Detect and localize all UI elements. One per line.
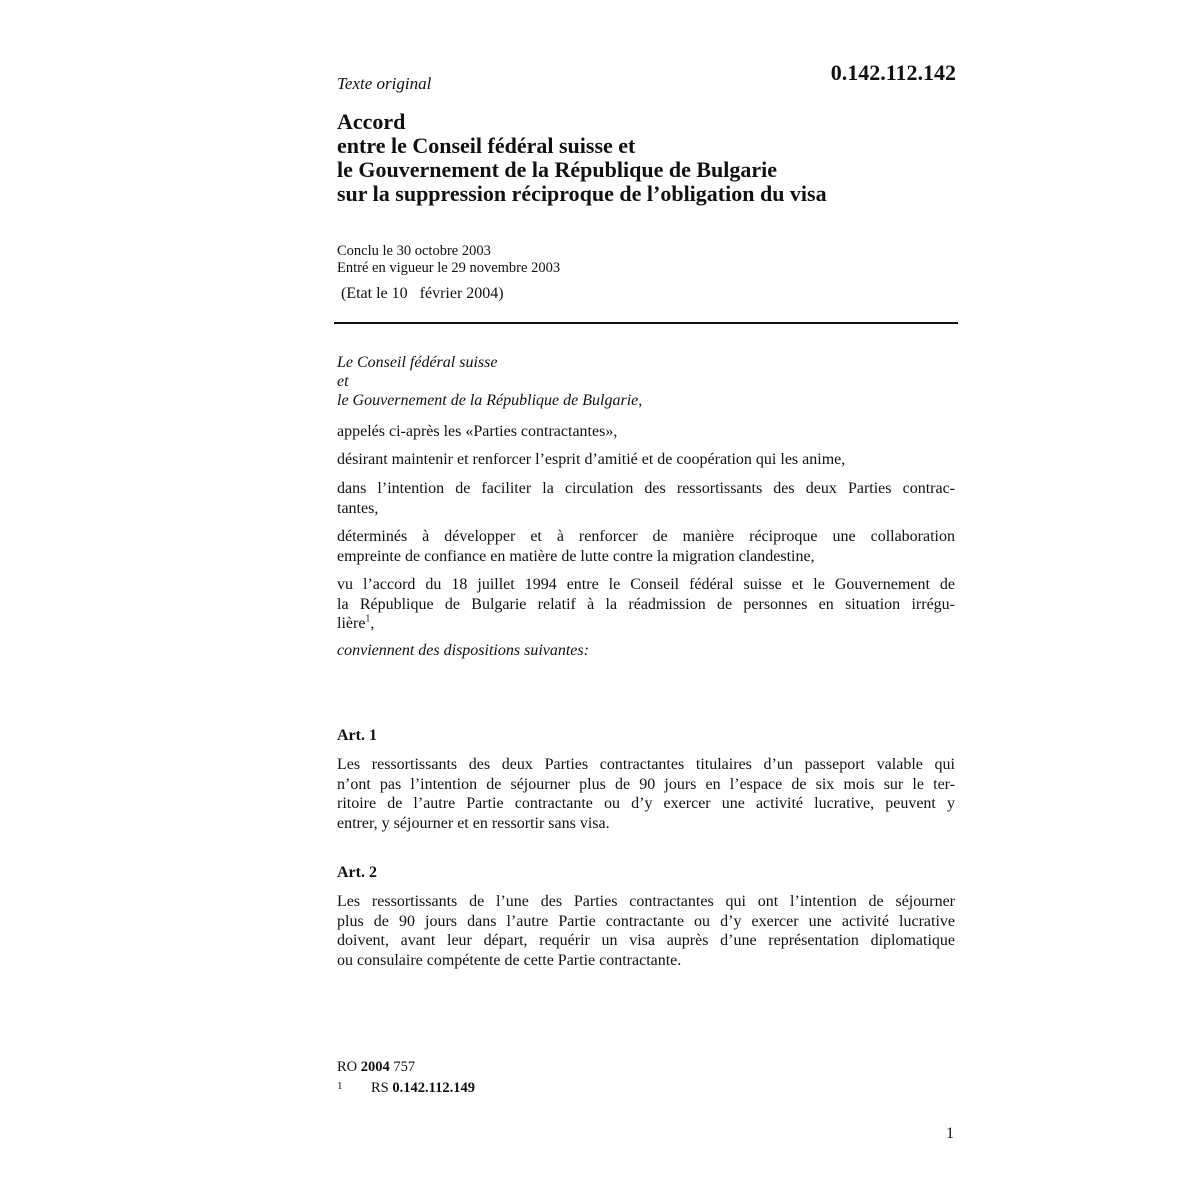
original-text-label: Texte original: [337, 74, 432, 93]
paragraph-line: conviennent des dispositions suivantes:: [337, 642, 589, 659]
status-date: (Etat le 10 février 2004): [341, 285, 504, 302]
preamble-closing: [337, 641, 955, 661]
preamble-parties: [337, 353, 642, 410]
paragraph-line: plus de 90 jours dans l’autre Partie contractante ou d’y exercer une activité lucrative: [337, 912, 955, 930]
footnote-reference[interactable]: 1: [365, 613, 371, 625]
title-line: sur la suppression réciproque de l’obligation du visa: [337, 181, 827, 206]
ro-citation: [337, 1058, 415, 1076]
page-number: 1: [946, 1125, 954, 1142]
article-1-heading: Art. 1: [337, 727, 377, 744]
in-force-date: Entré en vigueur le 29 novembre 2003: [337, 260, 561, 276]
footnote-1: [337, 1079, 475, 1097]
paragraph-line: Les ressortissants de l’une des Parties contractantes qui ont l’intention de séjourner: [337, 893, 955, 910]
footnote-prefix: RS: [371, 1080, 389, 1096]
paragraph-line: déterminés à développer et à renforcer de manière réciproque une collaboration: [337, 528, 955, 545]
paragraph-line: appelés ci-après les «Parties contractantes»,: [337, 423, 618, 440]
ro-prefix: RO: [337, 1059, 358, 1075]
preamble-paragraph: [337, 575, 955, 634]
paragraph-line: tantes,: [337, 499, 379, 517]
footnote-mark: 1: [337, 1080, 343, 1092]
preamble-paragraph: [337, 479, 955, 518]
paragraph-line: dans l’intention de faciliter la circulation des ressortissants des deux Parties contrac-: [337, 480, 955, 497]
preamble-paragraph: [337, 450, 955, 470]
paragraph-line: doivent, avant leur départ, requérir un visa auprès d’une représentation diplomatique: [337, 932, 955, 949]
preamble-paragraph: [337, 527, 955, 566]
ro-year: 2004: [360, 1059, 390, 1075]
party-swiss: Le Conseil fédéral suisse: [337, 354, 498, 371]
article-2-body: [337, 892, 955, 970]
header-divider: [334, 322, 958, 324]
preamble-paragraph: [337, 422, 955, 442]
paragraph-text: ,: [370, 615, 375, 632]
title-line: le Gouvernement de la République de Bulgarie: [337, 157, 777, 182]
document-title: [337, 110, 827, 206]
paragraph-line: [337, 614, 955, 634]
footnote-link[interactable]: 0.142.112.149: [392, 1080, 475, 1096]
paragraph-line: empreinte de confiance en matière de lutte contre la migration clandestine,: [337, 547, 815, 565]
paragraph-line: Les ressortissants des deux Parties contractantes titulaires d’un passeport valable qui: [337, 756, 955, 773]
title-line: Accord: [337, 109, 406, 134]
paragraph-line: n’ont pas l’intention de séjourner plus de 90 jours en l’espace de six mois sur le ter-: [337, 775, 955, 793]
dates-block: [337, 243, 560, 277]
ro-page: 757: [393, 1059, 416, 1075]
article-1-body: [337, 755, 955, 833]
party-conjunction: et: [337, 373, 349, 390]
paragraph-line: la République de Bulgarie relatif à la réadmission de personnes en situation irrégu-: [337, 595, 955, 613]
paragraph-line: entrer, y séjourner et en ressortir sans visa.: [337, 814, 610, 832]
party-bulgaria: le Gouvernement de la République de Bulgarie,: [337, 392, 643, 409]
paragraph-line: désirant maintenir et renforcer l’esprit d’amitié et de coopération qui les anime,: [337, 451, 846, 468]
article-2-heading: Art. 2: [337, 864, 377, 881]
paragraph-line: ou consulaire compétente de cette Partie contractante.: [337, 951, 682, 969]
paragraph-line: ritoire de l’autre Partie contractante ou d’y exercer une activité lucrative, peuvent y: [337, 795, 955, 812]
concluded-date: Conclu le 30 octobre 2003: [337, 243, 491, 259]
title-line: entre le Conseil fédéral suisse et: [337, 133, 636, 158]
paragraph-line: vu l’accord du 18 juillet 1994 entre le Conseil fédéral suisse et le Gouvernement de: [337, 576, 955, 593]
paragraph-text: lière: [337, 615, 366, 632]
rs-number: 0.142.112.142: [830, 60, 956, 85]
